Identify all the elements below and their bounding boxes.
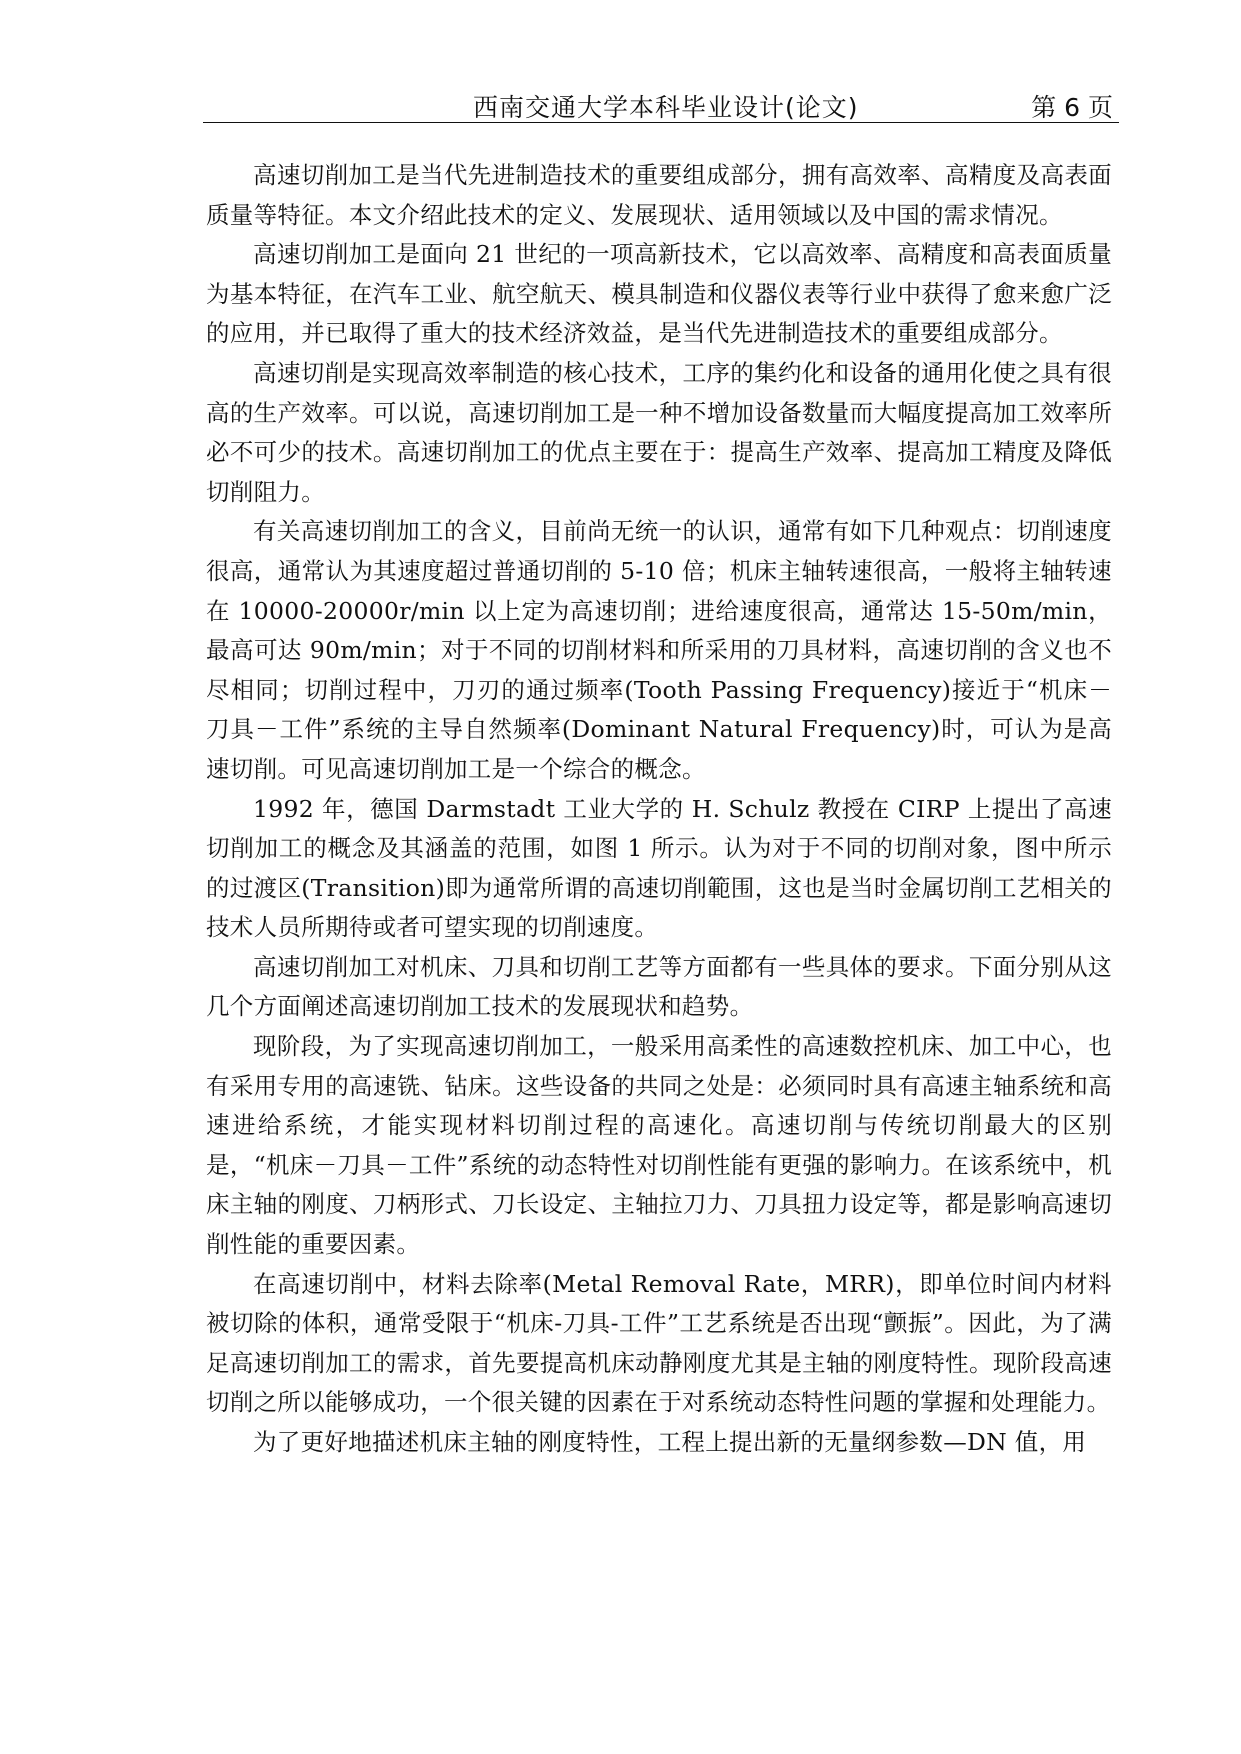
paragraph: 高速切削是实现高效率制造的核心技术，工序的集约化和设备的通用化使之具有很高的生产效率。可以说，高速切削加工是一种不增加设备数量而大幅度提高加工效率所必不可少的技术。高速切削加工的优点主要在于：提高生产效率、提高加工精度及降低切削阻力。 [206, 358, 1112, 506]
header-title: 西南交通大学本科毕业设计(论文) [473, 93, 859, 122]
paragraph: 高速切削加工是当代先进制造技术的重要组成部分，拥有高效率、高精度及高表面质量等特征。本文介绍此技术的定义、发展现状、适用领域以及中国的需求情况。 [206, 161, 1112, 229]
paragraph: 高速切削加工是面向 21 世纪的一项高新技术，它以高效率、高精度和高表面质量为基本特征，在汽车工业、航空航天、模具制造和仪器仪表等行业中获得了愈来愈广泛的应用，并已取得了重大的技术经济效益，是当代先进制造技术的重要组成部分。 [206, 240, 1112, 348]
paragraph: 有关高速切削加工的含义，目前尚无统一的认识，通常有如下几种观点：切削速度很高，通常认为其速度超过普通切削的 5-10 倍；机床主轴转速很高，一般将主轴转速在 10000-20000r/min 以上定为高速切削；进给速度很高，通常达 15-50m/min，最高可达 90m/min；对于不同的切削材料和所采用的刀具材料，高速切削的含义也不尽相同；切削过程中，刀刃的通过频率(Tooth Passing Frequency)接近于“机床－刀具－工件”系统的主导自然频率(Dominant Natural Frequency)时，可认为是高速切削。可见高速切削加工是一个综合的概念。 [206, 517, 1112, 783]
paragraph: 现阶段，为了实现高速切削加工，一般采用高柔性的高速数控机床、加工中心，也有采用专用的高速铣、钻床。这些设备的共同之处是：必须同时具有高速主轴系统和高速进给系统，才能实现材料切削过程的高速化。高速切削与传统切削最大的区别是，“机床－刀具－工件”系统的动态特性对切削性能有更强的影响力。在该系统中，机床主轴的刚度、刀柄形式、刀长设定、主轴拉刀力、刀具扭力设定等，都是影响高速切削性能的重要因素。 [206, 1032, 1112, 1259]
page-number: 第 6 页 [1031, 93, 1113, 122]
body-text [206, 156, 1112, 1463]
paragraph: 1992 年，德国 Darmstadt 工业大学的 H. Schulz 教授在 CIRP 上提出了高速切削加工的概念及其涵盖的范围，如图 1 所示。认为对于不同的切削对象，图中所示的过渡区(Transition)即为通常所谓的高速切削範围，这也是当时金属切削工艺相关的技术人员所期待或者可望实现的切削速度。 [206, 794, 1112, 942]
page-header [203, 84, 1119, 123]
paragraph: 在高速切削中，材料去除率(Metal Removal Rate，MRR)，即单位时间内材料被切除的体积，通常受限于“机床-刀具-工件”工艺系统是否出现“颤振”。因此，为了满足高速切削加工的需求，首先要提高机床动静刚度尤其是主轴的刚度特性。现阶段高速切削之所以能够成功，一个很关键的因素在于对系统动态特性问题的掌握和处理能力。 [206, 1269, 1112, 1417]
paragraph: 为了更好地描述机床主轴的刚度特性，工程上提出新的无量纲参数—DN 值，用 [253, 1428, 1087, 1456]
paragraph: 高速切削加工对机床、刀具和切削工艺等方面都有一些具体的要求。下面分别从这几个方面阐述高速切削加工技术的发展现状和趋势。 [206, 952, 1112, 1021]
